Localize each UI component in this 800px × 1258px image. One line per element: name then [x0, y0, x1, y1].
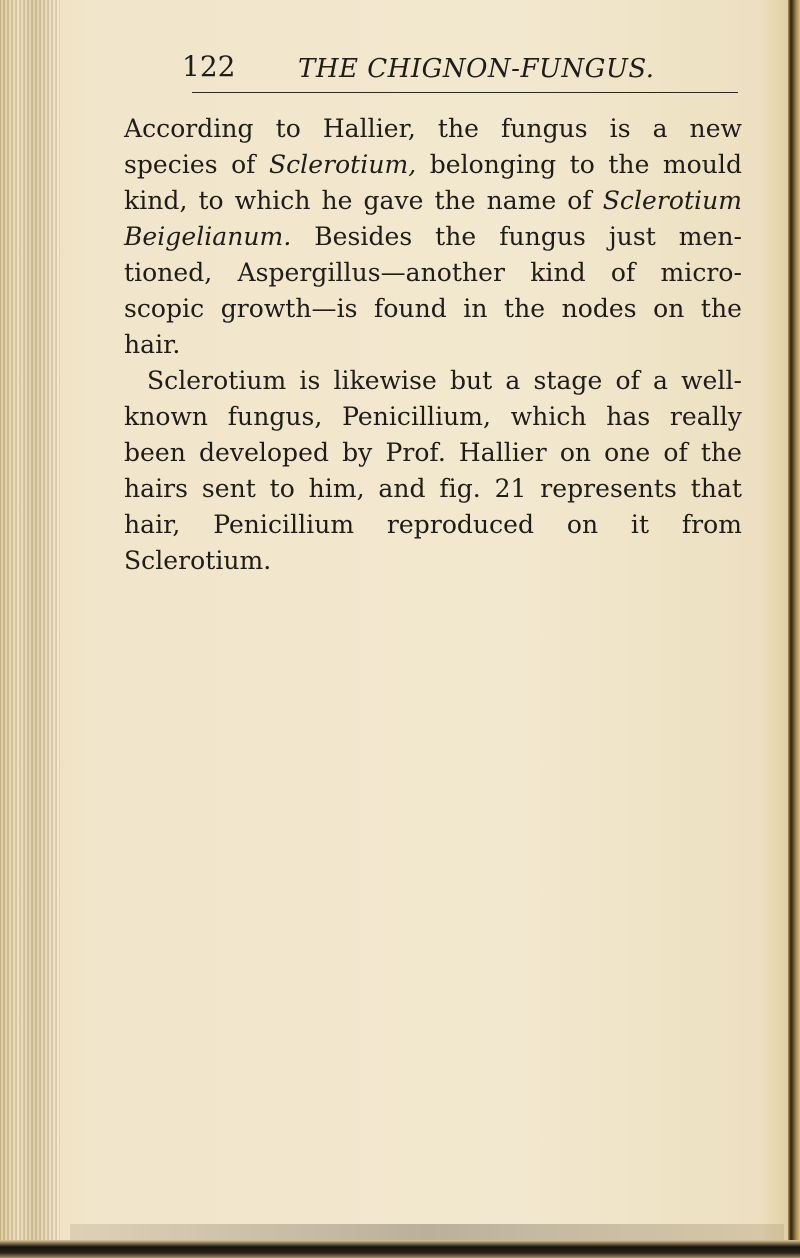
page-content [124, 50, 743, 579]
paragraph-1 [124, 111, 742, 363]
bottom-book-edge [0, 1240, 800, 1258]
paragraph-1-segment-2: belonging to the mould kind, to which he gave the name of [124, 150, 743, 215]
italic-term-sclerotium-beigelianum: Sclerotium Beigelianum. [124, 186, 742, 251]
paragraph-1-segment-3: Besides the fungus just men- tioned, Aspergillus—another kind of micro- scopic growth—is found in the nodes on the hair. [124, 222, 742, 359]
page-header [182, 50, 738, 93]
bottom-page-shadow [70, 1224, 784, 1240]
paragraph-1-segment-1: According to Hallier, the fungus is a new species of [124, 114, 742, 179]
right-book-binding-edge [788, 0, 800, 1258]
left-page-edge [0, 0, 60, 1258]
paragraph-2: Sclerotium is likewise but a stage of a well- known fungus, Penicillium, which has really been developed by Prof. Hallier on one of the hairs sent to him, and fig. 21 represents that hair, Penicillium reproduced on it from Sclerotium. [124, 366, 742, 575]
running-head: THE CHIGNON-FUNGUS. [298, 54, 655, 84]
page-number: 122 [182, 50, 236, 83]
body-text [124, 111, 742, 579]
italic-term-sclerotium: Sclerotium, [268, 150, 417, 179]
